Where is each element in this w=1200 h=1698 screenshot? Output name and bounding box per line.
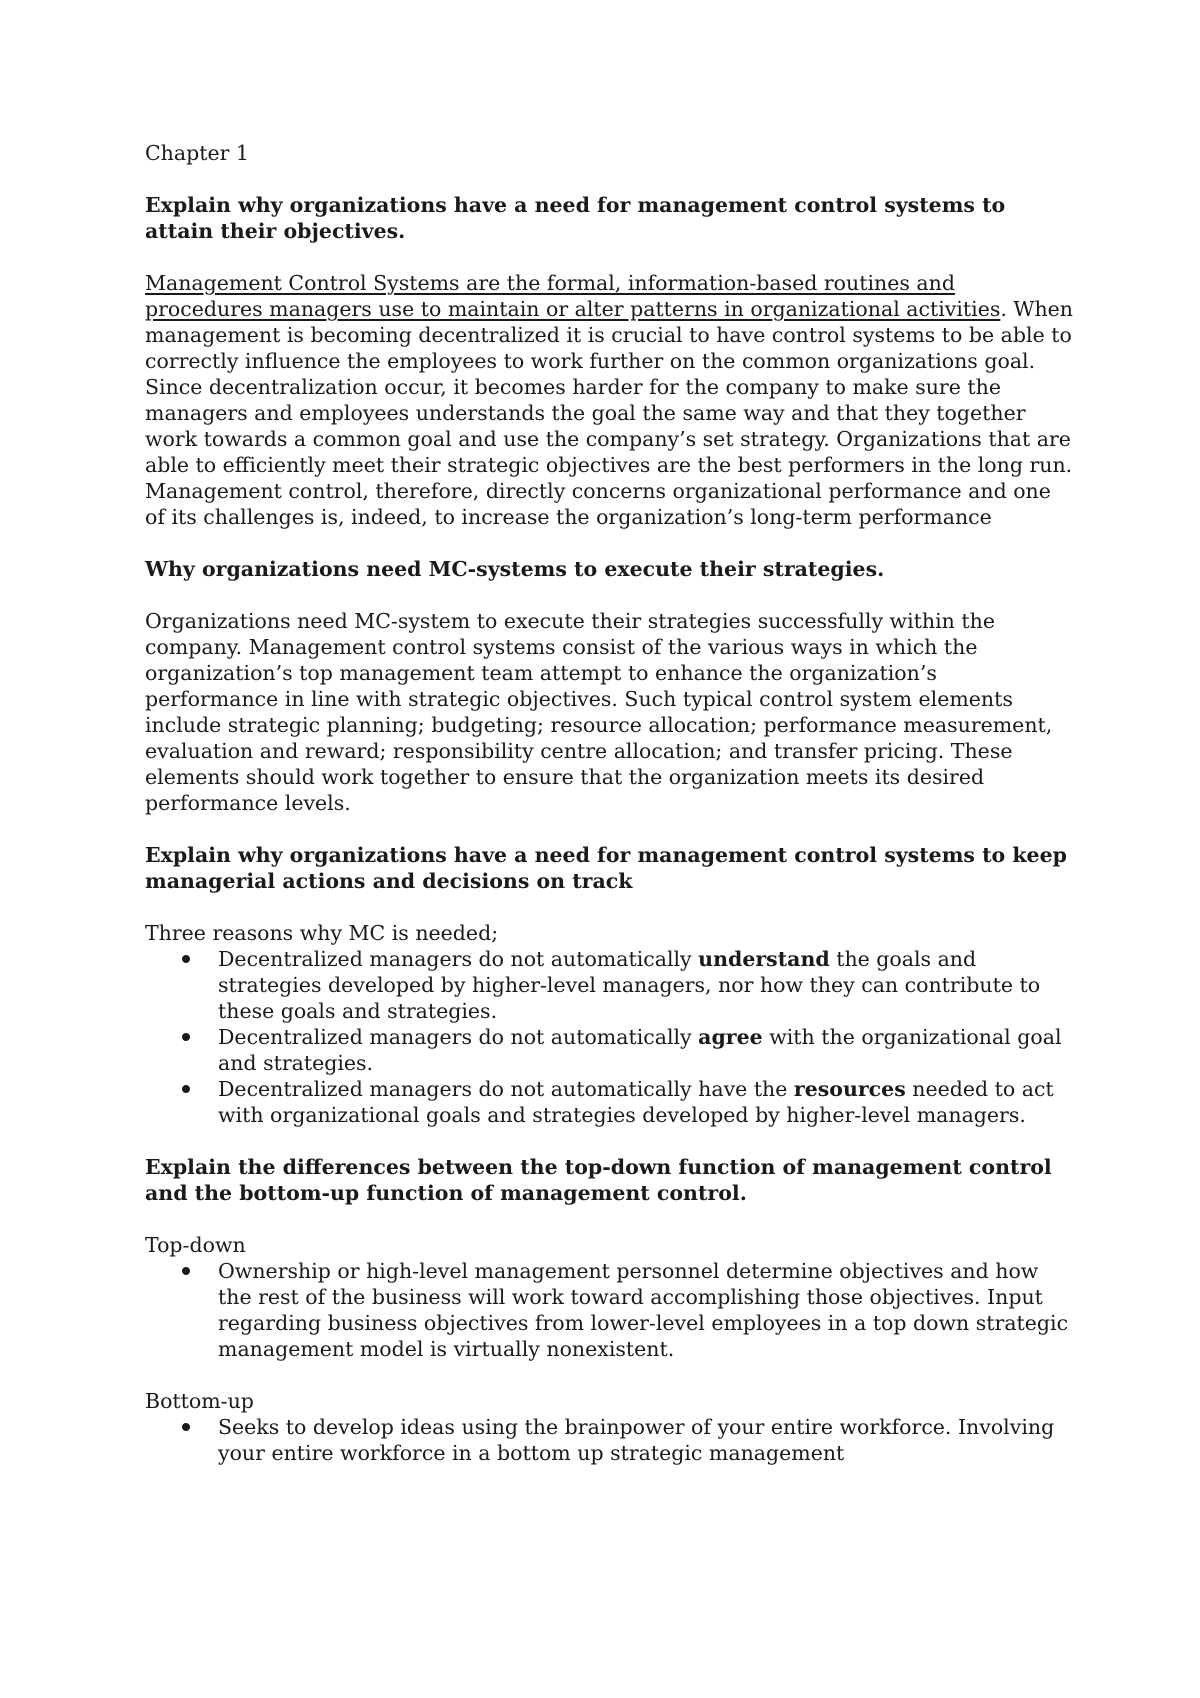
mcs-definition: Management Control Systems are the formal, information-based routines and procedures managers use to maintain or alter patterns in organizational activities: [145, 271, 1001, 321]
section-1-body: [145, 270, 1075, 530]
section-3-intro: Three reasons why MC is needed;: [145, 921, 499, 945]
list-item: Decentralized managers do not automatically agree with the organizational goal and strategies.: [145, 1024, 1075, 1076]
reasons-list: [145, 946, 1075, 1128]
bottomup-list: [145, 1414, 1075, 1466]
topdown-list: [145, 1258, 1075, 1362]
section-2-heading: Why organizations need MC-systems to execute their strategies.: [145, 557, 885, 581]
chapter-title: Chapter 1: [145, 141, 249, 165]
section-1-body-text: . When management is becoming decentralized it is crucial to have control systems to be able to correctly influence the employees to work further on the common organizations goal. Since decentralization occur, it becomes harder for the company to make sure the managers and employees understands the goal the same way and that they together work towards a common goal and use the company’s set strategy. Organizations that are able to efficiently meet their strategic objectives are the best performers in the long run. Management control, therefore, directly concerns organizational performance and one of its challenges is, indeed, to increase the organization’s long-term performance: [145, 297, 1074, 529]
section-4-heading: Explain the differences between the top-down function of management control and the bottom-up function of management control.: [145, 1155, 1052, 1205]
topdown-label: Top-down: [145, 1233, 246, 1257]
document-page: [145, 140, 1075, 1492]
section-2-body: Organizations need MC-system to execute their strategies successfully within the company. Management control systems consist of the various ways in which the organization’s top management team attempt to enhance the organization’s performance in line with strategic objectives. Such typical control system elements include strategic planning; budgeting; resource allocation; performance measurement, evaluation and reward; responsibility centre allocation; and transfer pricing. These elements should work together to ensure that the organization meets its desired performance levels.: [145, 609, 1053, 815]
list-item: Decentralized managers do not automatically have the resources needed to act with organizational goals and strategies developed by higher-level managers.: [145, 1076, 1075, 1128]
list-item: Ownership or high-level management personnel determine objectives and how the rest of the business will work toward accomplishing those objectives. Input regarding business objectives from lower-level employees in a top down strategic management model is virtually nonexistent.: [145, 1258, 1075, 1362]
section-3-heading: Explain why organizations have a need for management control systems to keep managerial actions and decisions on track: [145, 843, 1067, 893]
section-1-heading: Explain why organizations have a need for management control systems to attain their objectives.: [145, 193, 1006, 243]
bottomup-label: Bottom-up: [145, 1389, 254, 1413]
list-item: Decentralized managers do not automatically understand the goals and strategies developed by higher-level managers, nor how they can contribute to these goals and strategies.: [145, 946, 1075, 1024]
list-item: Seeks to develop ideas using the brainpower of your entire workforce. Involving your entire workforce in a bottom up strategic management: [145, 1414, 1075, 1466]
